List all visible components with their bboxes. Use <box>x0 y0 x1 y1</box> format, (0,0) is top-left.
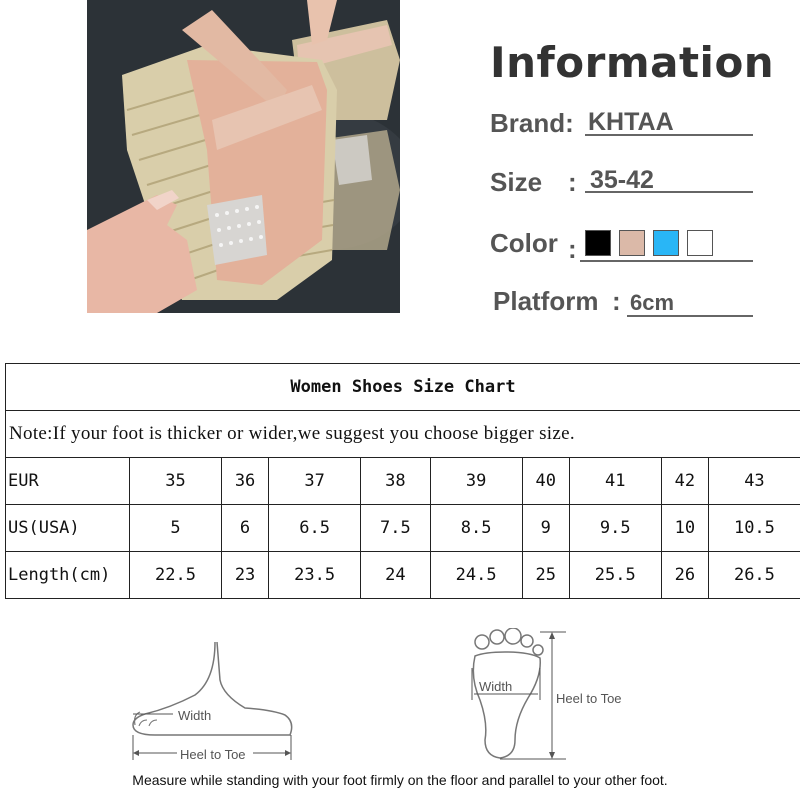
row-label-us: US(USA) <box>6 505 130 552</box>
table-cell: 10 <box>661 505 708 552</box>
table-cell: 26.5 <box>708 552 800 599</box>
table-cell: 36 <box>222 458 269 505</box>
color-swatch-blue[interactable] <box>653 230 679 256</box>
table-cell: 5 <box>130 505 222 552</box>
table-cell: 40 <box>522 458 569 505</box>
side-width-label: Width <box>178 708 212 723</box>
size-chart-note-row <box>6 411 800 458</box>
sandal-illustration <box>87 0 400 313</box>
brand-value: KHTAA <box>588 108 674 136</box>
table-cell: 38 <box>361 458 431 505</box>
table-row <box>6 552 800 599</box>
table-cell: 6.5 <box>269 505 361 552</box>
product-photo <box>87 0 400 313</box>
size-chart-title-row <box>6 364 800 411</box>
side-heel-to-toe-label: Heel to Toe <box>180 747 246 762</box>
table-cell: 24.5 <box>430 552 522 599</box>
table-cell: 23.5 <box>269 552 361 599</box>
size-chart-table <box>5 363 800 599</box>
table-cell: 22.5 <box>130 552 222 599</box>
top-width-label: Width <box>479 679 513 694</box>
color-swatch-white[interactable] <box>687 230 713 256</box>
table-cell: 25 <box>522 552 569 599</box>
table-cell: 9 <box>522 505 569 552</box>
platform-underline <box>627 315 753 317</box>
table-cell: 26 <box>661 552 708 599</box>
table-cell: 7.5 <box>361 505 431 552</box>
table-cell: 42 <box>661 458 708 505</box>
size-label: Size <box>490 167 543 197</box>
table-cell: 25.5 <box>569 552 661 599</box>
platform-colon: : <box>612 286 621 316</box>
size-chart-note: Note:If your foot is thicker or wider,we suggest you choose bigger size. <box>6 411 800 458</box>
color-swatch-black[interactable] <box>585 230 611 256</box>
size-value: 35-42 <box>590 166 654 194</box>
size-colon: : <box>568 167 577 197</box>
table-cell: 39 <box>430 458 522 505</box>
size-chart-title: Women Shoes Size Chart <box>6 364 800 411</box>
color-swatch-pink[interactable] <box>619 230 645 256</box>
platform-label: Platform <box>493 286 599 316</box>
size-underline <box>585 191 753 193</box>
table-cell: 9.5 <box>569 505 661 552</box>
table-cell: 23 <box>222 552 269 599</box>
table-cell: 35 <box>130 458 222 505</box>
table-cell: 41 <box>569 458 661 505</box>
color-label: Color <box>490 228 558 258</box>
table-row <box>6 458 800 505</box>
table-row <box>6 505 800 552</box>
table-cell: 43 <box>708 458 800 505</box>
top-heel-to-toe-label: Heel to Toe <box>556 691 622 706</box>
brand-label: Brand: <box>490 108 574 138</box>
table-cell: 10.5 <box>708 505 800 552</box>
color-underline <box>580 260 753 262</box>
table-cell: 37 <box>269 458 361 505</box>
row-label-eur: EUR <box>6 458 130 505</box>
table-cell: 6 <box>222 505 269 552</box>
measure-caption: Measure while standing with your foot firmly on the floor and parallel to your other foot. <box>132 772 668 788</box>
table-cell: 24 <box>361 552 431 599</box>
color-colon: : <box>568 234 577 264</box>
platform-value: 6cm <box>630 290 675 315</box>
info-title: Information <box>490 38 775 87</box>
table-cell: 8.5 <box>430 505 522 552</box>
brand-underline <box>585 134 753 136</box>
row-label-length: Length(cm) <box>6 552 130 599</box>
